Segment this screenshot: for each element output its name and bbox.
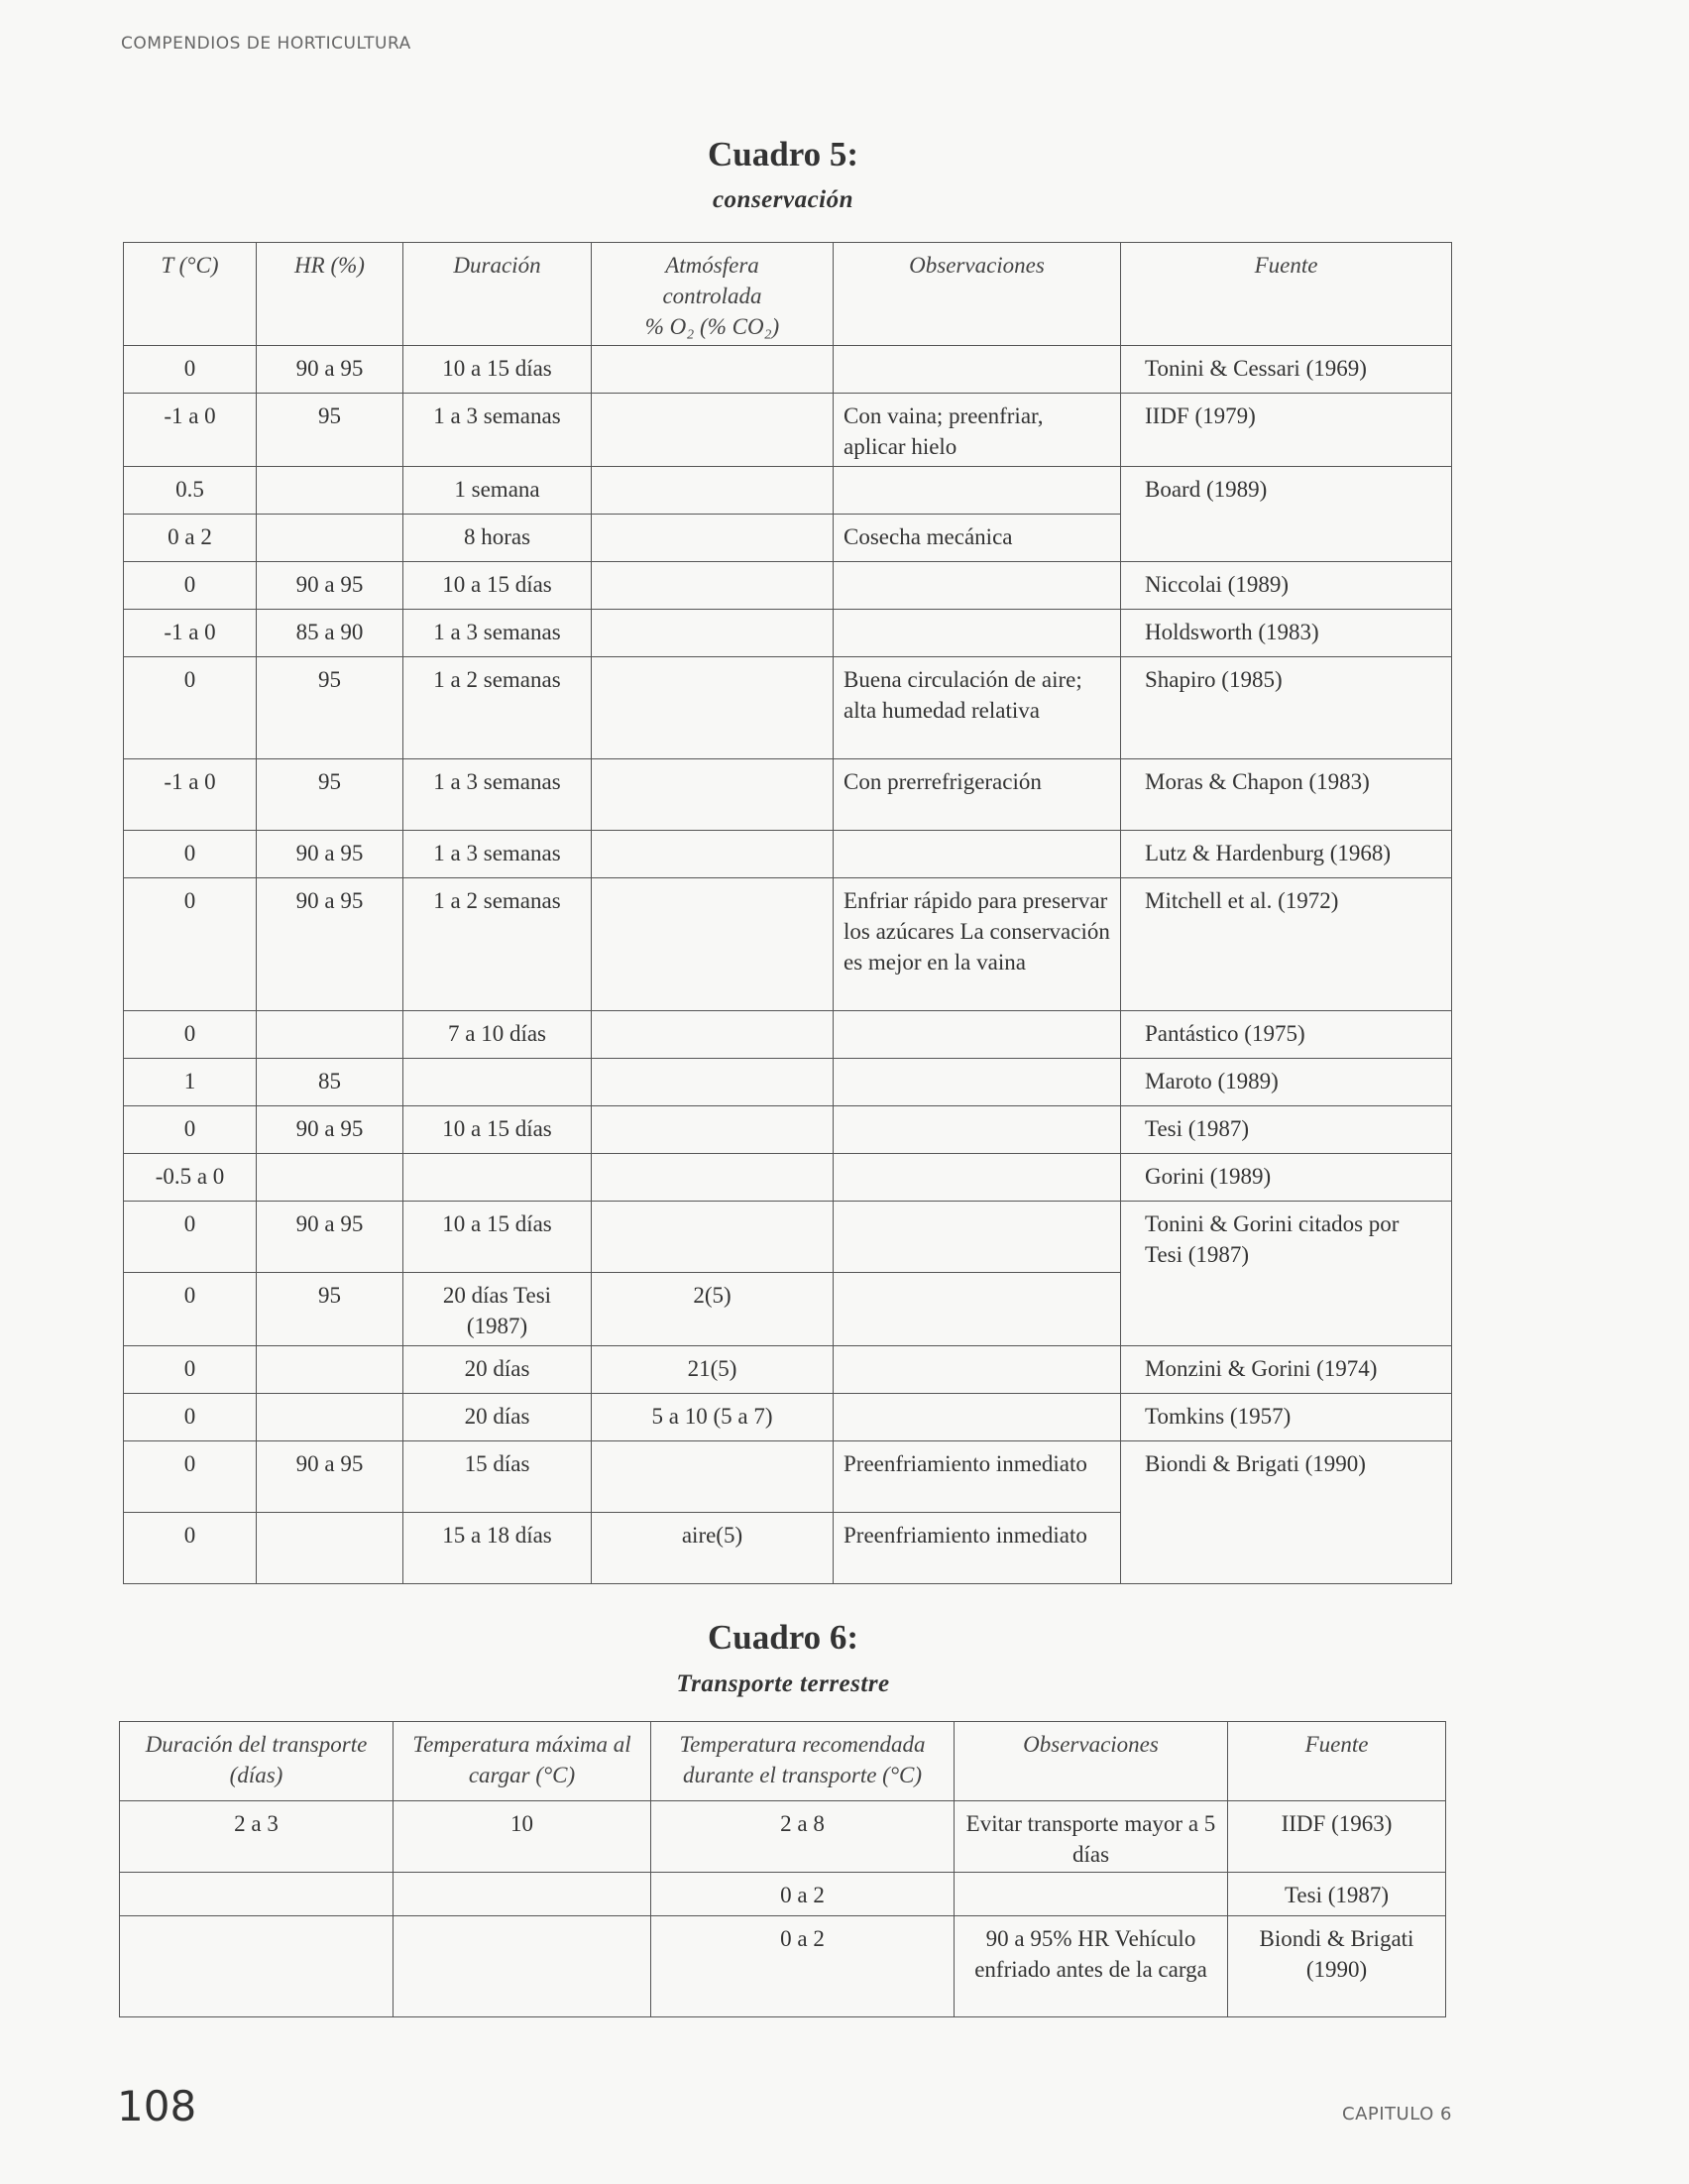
table-row — [120, 1801, 1446, 1873]
cell-hr: 95 — [257, 394, 403, 467]
table-row — [124, 1202, 1452, 1273]
cell-atmosfera — [592, 657, 834, 759]
cell-duracion: 8 horas — [403, 515, 592, 562]
cell-fuente: Mitchell et al. (1972) — [1121, 878, 1452, 1011]
cell-temp: 0 — [124, 1011, 257, 1059]
cell-fuente: Pantástico (1975) — [1121, 1011, 1452, 1059]
cell-observaciones — [834, 1011, 1121, 1059]
cell-observaciones — [834, 1346, 1121, 1394]
cell-observaciones — [955, 1873, 1228, 1916]
cell-duracion: 15 días — [403, 1441, 592, 1513]
cell-hr: 90 a 95 — [257, 562, 403, 610]
table5-conservacion — [123, 242, 1452, 1584]
table-row — [124, 1106, 1452, 1154]
cell-temp-rec: 2 a 8 — [651, 1801, 955, 1873]
cell-temp-max — [394, 1873, 651, 1916]
chapter-label: CAPITULO 6 — [1342, 2104, 1452, 2125]
cell-fuente: Lutz & Hardenburg (1968) — [1121, 831, 1452, 878]
cell-atmosfera — [592, 1441, 834, 1513]
cell-duracion: 1 a 2 semanas — [403, 657, 592, 759]
cell-temp: 1 — [124, 1059, 257, 1106]
table-row — [124, 759, 1452, 831]
cell-atmosfera: 21(5) — [592, 1346, 834, 1394]
cell-temp: -0.5 a 0 — [124, 1154, 257, 1202]
cell-duracion: 10 a 15 días — [403, 562, 592, 610]
table6-header-temp-max: Temperatura máxima al cargar (°C) — [394, 1722, 651, 1801]
cell-fuente: Maroto (1989) — [1121, 1059, 1452, 1106]
cell-hr: 85 a 90 — [257, 610, 403, 657]
cell-hr: 90 a 95 — [257, 1106, 403, 1154]
cell-duracion: 10 a 15 días — [403, 1202, 592, 1273]
cell-atmosfera: 2(5) — [592, 1273, 834, 1346]
cell-temp: 0.5 — [124, 467, 257, 515]
cell-observaciones: Buena circulación de aire; alta humedad relativa — [834, 657, 1121, 759]
cell-hr: 85 — [257, 1059, 403, 1106]
cell-duracion: 20 días — [403, 1346, 592, 1394]
cell-observaciones — [834, 610, 1121, 657]
table-row — [124, 657, 1452, 759]
cell-duracion — [403, 1059, 592, 1106]
cell-hr: 95 — [257, 657, 403, 759]
table5-header-duracion: Duración — [403, 243, 592, 346]
cell-atmosfera — [592, 562, 834, 610]
cell-duracion: 1 a 2 semanas — [403, 878, 592, 1011]
cell-observaciones: Preenfriamiento inmediato — [834, 1441, 1121, 1513]
cell-hr: 95 — [257, 1273, 403, 1346]
cell-observaciones — [834, 1273, 1121, 1346]
cell-hr — [257, 467, 403, 515]
cell-atmosfera — [592, 1154, 834, 1202]
cell-fuente: Moras & Chapon (1983) — [1121, 759, 1452, 831]
table-row — [124, 1011, 1452, 1059]
cell-duracion — [403, 1154, 592, 1202]
table6-header-fuente: Fuente — [1228, 1722, 1446, 1801]
table6-transporte — [119, 1721, 1446, 2017]
cell-atmosfera — [592, 515, 834, 562]
cell-temp: 0 — [124, 878, 257, 1011]
cell-hr — [257, 1513, 403, 1584]
cell-observaciones: Con prerrefrigeración — [834, 759, 1121, 831]
cell-atmosfera — [592, 1011, 834, 1059]
cell-observaciones: Evitar transporte mayor a 5 días — [955, 1801, 1228, 1873]
cell-temp-max: 10 — [394, 1801, 651, 1873]
cell-duracion — [120, 1916, 394, 2017]
cell-duracion: 10 a 15 días — [403, 1106, 592, 1154]
cell-observaciones: 90 a 95% HR Vehículo enfriado antes de la carga — [955, 1916, 1228, 2017]
page-number: 108 — [117, 2082, 197, 2130]
running-header: COMPENDIOS DE HORTICULTURA — [121, 34, 411, 54]
cell-temp: 0 — [124, 831, 257, 878]
table5-header-atmosfera — [592, 243, 834, 346]
cell-atmosfera: 5 a 10 (5 a 7) — [592, 1394, 834, 1441]
cell-fuente: Tesi (1987) — [1121, 1106, 1452, 1154]
table5-subtitle: conservación — [712, 186, 854, 213]
cell-observaciones — [834, 562, 1121, 610]
cell-temp: -1 a 0 — [124, 394, 257, 467]
table5-header-temp: T (°C) — [124, 243, 257, 346]
cell-fuente: Gorini (1989) — [1121, 1154, 1452, 1202]
table5-header-observaciones: Observaciones — [834, 243, 1121, 346]
cell-atmosfera — [592, 394, 834, 467]
table5-header-atm-line1: Atmósfera — [665, 253, 759, 278]
cell-observaciones — [834, 1059, 1121, 1106]
cell-observaciones: Cosecha mecánica — [834, 515, 1121, 562]
cell-atmosfera — [592, 1202, 834, 1273]
table-row — [124, 394, 1452, 467]
cell-duracion: 20 días — [403, 1394, 592, 1441]
table-row — [124, 1441, 1452, 1513]
cell-atmosfera — [592, 467, 834, 515]
table-row — [124, 467, 1452, 515]
table6-header-observaciones: Observaciones — [955, 1722, 1228, 1801]
table5-header-atm-line3: % O₂ (% CO₂) — [644, 314, 780, 339]
cell-hr: 95 — [257, 759, 403, 831]
cell-atmosfera — [592, 610, 834, 657]
table-row — [124, 562, 1452, 610]
cell-temp: 0 — [124, 562, 257, 610]
table-row — [124, 610, 1452, 657]
table6-header-duracion: Duración del transporte (días) — [120, 1722, 394, 1801]
cell-observaciones — [834, 1394, 1121, 1441]
table5-header-atm-line2: controlada — [662, 284, 762, 308]
cell-atmosfera — [592, 1106, 834, 1154]
cell-hr: 90 a 95 — [257, 831, 403, 878]
cell-duracion: 15 a 18 días — [403, 1513, 592, 1584]
table6-header-temp-rec: Temperatura recomendada durante el transporte (°C) — [651, 1722, 955, 1801]
cell-duracion: 1 a 3 semanas — [403, 394, 592, 467]
cell-observaciones: Con vaina; preenfriar, aplicar hielo — [834, 394, 1121, 467]
cell-observaciones: Enfriar rápido para preservar los azúcares La conservación es mejor en la vaina — [834, 878, 1121, 1011]
cell-observaciones — [834, 346, 1121, 394]
cell-temp: 0 — [124, 1441, 257, 1513]
table-row — [124, 1154, 1452, 1202]
cell-duracion: 1 semana — [403, 467, 592, 515]
cell-observaciones — [834, 467, 1121, 515]
table-row — [124, 346, 1452, 394]
cell-duracion: 1 a 3 semanas — [403, 759, 592, 831]
cell-atmosfera — [592, 1059, 834, 1106]
cell-duracion: 20 días Tesi (1987) — [403, 1273, 592, 1346]
cell-temp: 0 — [124, 1202, 257, 1273]
cell-fuente: Niccolai (1989) — [1121, 562, 1452, 610]
cell-fuente: Biondi & Brigati (1990) — [1228, 1916, 1446, 2017]
table-row — [124, 1394, 1452, 1441]
cell-atmosfera: aire(5) — [592, 1513, 834, 1584]
cell-observaciones — [834, 1202, 1121, 1273]
cell-temp: 0 — [124, 346, 257, 394]
cell-hr — [257, 1011, 403, 1059]
table-row — [124, 1059, 1452, 1106]
cell-temp: 0 — [124, 1394, 257, 1441]
cell-observaciones — [834, 1106, 1121, 1154]
cell-fuente: Monzini & Gorini (1974) — [1121, 1346, 1452, 1394]
cell-duracion — [120, 1873, 394, 1916]
table-row — [124, 1346, 1452, 1394]
table5-header-fuente: Fuente — [1121, 243, 1452, 346]
cell-atmosfera — [592, 878, 834, 1011]
cell-duracion: 10 a 15 días — [403, 346, 592, 394]
cell-atmosfera — [592, 759, 834, 831]
cell-fuente: Tesi (1987) — [1228, 1873, 1446, 1916]
cell-temp: -1 a 0 — [124, 759, 257, 831]
cell-temp: 0 — [124, 1273, 257, 1346]
cell-fuente: Shapiro (1985) — [1121, 657, 1452, 759]
table-row — [124, 878, 1452, 1011]
cell-duracion: 7 a 10 días — [403, 1011, 592, 1059]
table-row — [124, 831, 1452, 878]
cell-temp: -1 a 0 — [124, 610, 257, 657]
cell-fuente: Tonini & Gorini citados por Tesi (1987) — [1121, 1202, 1452, 1346]
cell-temp-rec: 0 a 2 — [651, 1873, 955, 1916]
cell-atmosfera — [592, 831, 834, 878]
cell-observaciones — [834, 831, 1121, 878]
cell-temp: 0 — [124, 1106, 257, 1154]
cell-atmosfera — [592, 346, 834, 394]
cell-hr: 90 a 95 — [257, 878, 403, 1011]
cell-temp-rec: 0 a 2 — [651, 1916, 955, 2017]
cell-observaciones — [834, 1154, 1121, 1202]
cell-temp: 0 — [124, 1513, 257, 1584]
cell-hr — [257, 515, 403, 562]
cell-temp: 0 — [124, 657, 257, 759]
cell-duracion: 1 a 3 semanas — [403, 831, 592, 878]
cell-duracion: 2 a 3 — [120, 1801, 394, 1873]
table5-title: Cuadro 5: — [707, 135, 858, 173]
cell-fuente: Tonini & Cessari (1969) — [1121, 346, 1452, 394]
cell-hr: 90 a 95 — [257, 1441, 403, 1513]
table5-header-hr: HR (%) — [257, 243, 403, 346]
table6-title: Cuadro 6: — [707, 1618, 858, 1657]
cell-fuente: Biondi & Brigati (1990) — [1121, 1441, 1452, 1584]
cell-fuente: Holdsworth (1983) — [1121, 610, 1452, 657]
cell-duracion: 1 a 3 semanas — [403, 610, 592, 657]
table-row — [120, 1873, 1446, 1916]
table6-subtitle: Transporte terrestre — [676, 1670, 890, 1697]
cell-fuente: Tomkins (1957) — [1121, 1394, 1452, 1441]
cell-fuente: IIDF (1963) — [1228, 1801, 1446, 1873]
cell-observaciones: Preenfriamiento inmediato — [834, 1513, 1121, 1584]
cell-hr — [257, 1154, 403, 1202]
cell-hr: 90 a 95 — [257, 346, 403, 394]
table-row — [120, 1916, 1446, 2017]
cell-hr — [257, 1394, 403, 1441]
cell-fuente: Board (1989) — [1121, 467, 1452, 562]
cell-hr — [257, 1346, 403, 1394]
cell-temp: 0 — [124, 1346, 257, 1394]
cell-hr: 90 a 95 — [257, 1202, 403, 1273]
cell-fuente: IIDF (1979) — [1121, 394, 1452, 467]
cell-temp-max — [394, 1916, 651, 2017]
cell-temp: 0 a 2 — [124, 515, 257, 562]
